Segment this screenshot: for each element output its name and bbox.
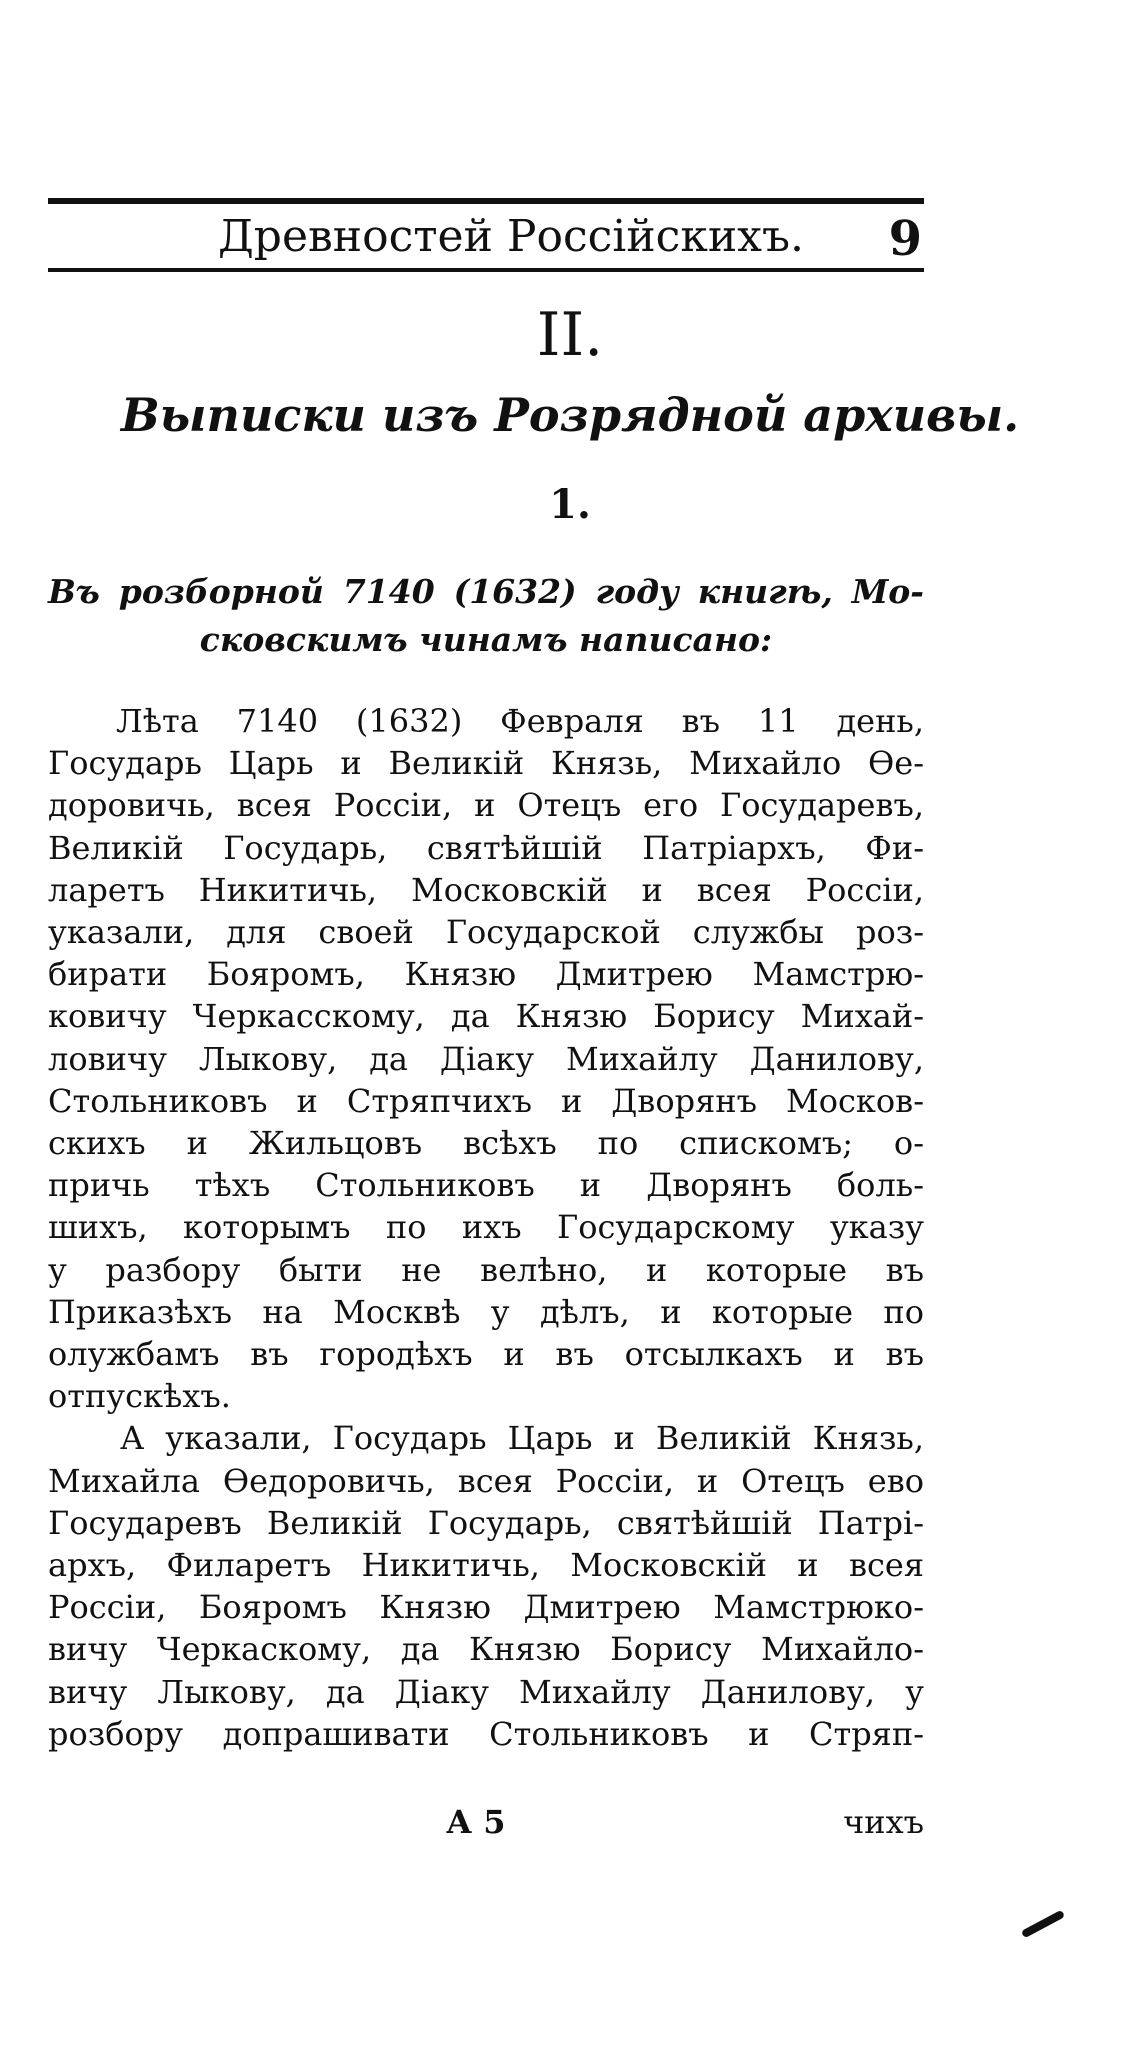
- text-line: отпускѣхъ.: [48, 1377, 231, 1416]
- text-line: скихъ и Жильцовъ всѣхъ по спискомъ; о-: [48, 1124, 924, 1163]
- header-rule-bottom: [48, 268, 924, 272]
- page-number: 9: [888, 211, 922, 267]
- subsection-number: 1.: [549, 481, 591, 528]
- text-line: Государевъ Великій Государь, святѣйшій Патрі-: [48, 1503, 924, 1542]
- text-line: ларетъ Никитичь, Московскій и всея Россіи,: [48, 870, 924, 909]
- subsection-heading-line: Въ розборной 7140 (1632) году книгѣ, Мо-: [48, 572, 924, 611]
- text-line: А указали, Государь Царь и Великій Князь,: [120, 1419, 924, 1458]
- section-number: II.: [536, 300, 604, 370]
- header-rule-top: [48, 198, 924, 204]
- text-line: Великій Государь, святѣйшій Патріархъ, Фи-: [48, 828, 924, 867]
- text-line: розбору допрашивати Стольниковъ и Стряп-: [48, 1714, 924, 1753]
- text-line: ковичу Черкасскому, да Князю Борису Михай-: [48, 997, 924, 1036]
- text-line: доровичь, всея Россіи, и Отецъ его Государевъ,: [48, 786, 924, 825]
- text-line: причь тѣхъ Стольниковъ и Дворянъ боль-: [48, 1166, 924, 1205]
- running-header: [48, 206, 924, 268]
- text-line: указали, для своей Государской службы роз-: [48, 913, 924, 952]
- text-line: Приказѣхъ на Москвѣ у дѣлъ, и которые по: [48, 1292, 924, 1331]
- text-line: олужбамъ въ городѣхъ и въ отсылкахъ и въ: [48, 1335, 924, 1374]
- subsection-heading-line: сковскимъ чинамъ написано:: [199, 620, 773, 659]
- text-line: вичу Черкаскому, да Князю Борису Михайло-: [48, 1630, 924, 1669]
- catchword: чихъ: [843, 1803, 924, 1841]
- section-heading: Выписки изъ Розрядной архивы.: [120, 388, 1020, 442]
- body-text: [48, 700, 924, 1755]
- signature-mark: А 5: [446, 1803, 506, 1841]
- text-line: Государь Царь и Великій Князь, Михайло Ѳе-: [48, 744, 924, 783]
- text-line: Стольниковъ и Стряпчихъ и Дворянъ Москов-: [48, 1081, 924, 1120]
- text-line: Лѣта 7140 (1632) Февраля въ 11 день,: [116, 702, 924, 740]
- text-line: Михайла Ѳедоровичь, всея Россіи, и Отецъ ево: [48, 1461, 924, 1500]
- running-title: Древностей Россійскихъ.: [218, 211, 804, 262]
- text-line: вичу Лыкову, да Діаку Михайлу Данилову, у: [48, 1672, 924, 1711]
- page-footer: [48, 1800, 924, 1844]
- subsection-heading: [48, 568, 924, 664]
- text-line: Россіи, Бояромъ Князю Дмитрею Мамстрюко-: [48, 1588, 924, 1627]
- text-line: архъ, Филаретъ Никитичь, Московскій и всея: [48, 1546, 924, 1585]
- ink-mark: [1021, 1910, 1065, 1939]
- text-line: у разбору быти не велѣно, и которые въ: [48, 1250, 924, 1289]
- text-line: бирати Бояромъ, Князю Дмитрею Мамстрю-: [48, 955, 924, 994]
- text-line: ловичу Лыкову, да Діаку Михайлу Данилову,: [48, 1039, 924, 1078]
- text-line: шихъ, которымъ по ихъ Государскому указу: [48, 1208, 924, 1247]
